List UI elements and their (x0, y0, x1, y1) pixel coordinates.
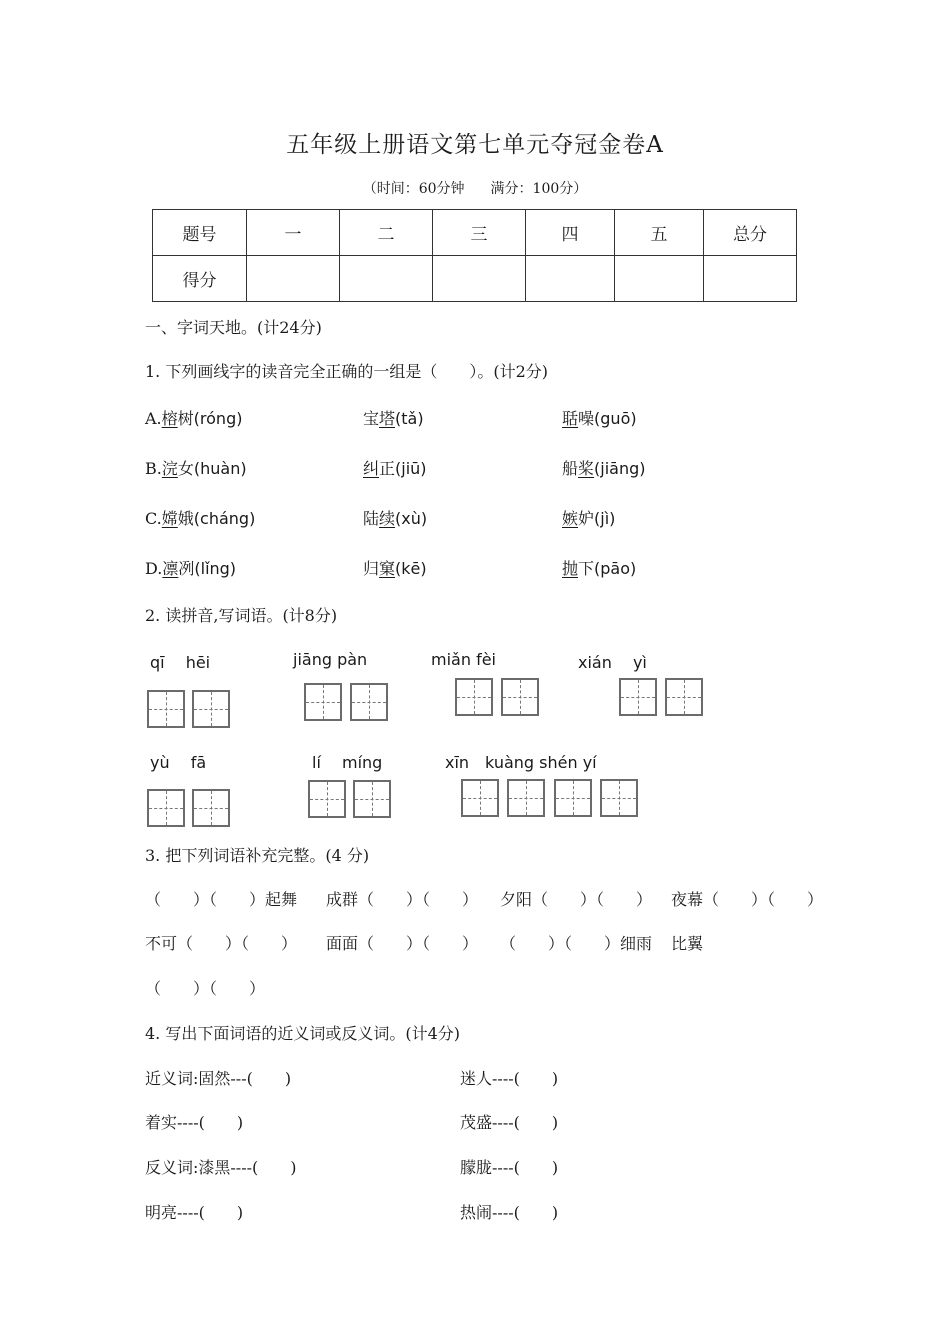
score-header-cell: 一 (247, 210, 340, 256)
score-header-cell: 三 (433, 210, 526, 256)
fill-item[interactable]: 夕阳（ ）（ ） (500, 890, 653, 909)
pinyin-label: xián yì (578, 653, 647, 672)
exam-info (0, 178, 950, 198)
underlined-char: 塔 (379, 409, 396, 428)
score-header-cell: 总分 (704, 210, 797, 256)
score-cell[interactable] (247, 256, 340, 302)
score-header-cell: 四 (526, 210, 615, 256)
underlined-char: 凛 (162, 559, 179, 578)
word-pair-item[interactable]: 近义词:固然---( ) (145, 1069, 292, 1088)
option-pinyin: 妒(jì) (578, 509, 616, 528)
q1-option-item (562, 556, 636, 579)
underlined-char: 窠 (379, 559, 396, 578)
q2-stem: 2. 读拼音,写词语。(计8分) (145, 606, 338, 625)
writing-grid[interactable] (350, 683, 388, 721)
writing-grid[interactable] (304, 683, 342, 721)
writing-grid[interactable] (353, 780, 391, 818)
option-pinyin: 噪(guō) (578, 409, 637, 428)
underlined-char: 嫉 (562, 509, 579, 528)
word-pair-item[interactable]: 热闹----( ) (460, 1203, 559, 1222)
section-1-title: 一、字词天地。(计24分) (145, 318, 322, 337)
option-pinyin: 下(pāo) (578, 559, 637, 578)
score-cell[interactable] (433, 256, 526, 302)
underlined-char: 纠 (363, 459, 380, 478)
word-pair-item[interactable]: 着实----( ) (145, 1113, 244, 1132)
writing-grid[interactable] (192, 789, 230, 827)
underlined-char: 嫦 (161, 509, 178, 528)
option-pinyin: (tǎ) (395, 409, 424, 428)
q1-option-item (363, 456, 427, 479)
writing-grid[interactable] (554, 779, 592, 817)
q1-option-item (562, 406, 637, 429)
fill-item[interactable]: （ ）（ ） (145, 979, 266, 998)
score-header-cell: 题号 (153, 210, 247, 256)
score-cell[interactable] (340, 256, 433, 302)
score-row-label: 得分 (153, 256, 247, 302)
q1-option-item (363, 556, 427, 579)
writing-grid[interactable] (507, 779, 545, 817)
word-pair-item[interactable]: 朦胧----( ) (460, 1158, 559, 1177)
writing-grid[interactable] (147, 789, 185, 827)
q3-stem: 3. 把下列词语补充完整。(4 分) (145, 846, 370, 865)
fill-item[interactable]: 面面（ ）（ ） (326, 934, 479, 953)
fill-item[interactable]: （ ）（ ）起舞 (145, 890, 298, 909)
score-table-header-row (153, 210, 797, 256)
underlined-char: 聒 (562, 409, 579, 428)
option-pinyin: 娥(cháng) (177, 509, 256, 528)
score-cell[interactable] (615, 256, 704, 302)
exam-full-score: 满分：100分） (490, 181, 588, 197)
writing-grid[interactable] (147, 690, 185, 728)
q1-option-item (562, 506, 615, 529)
q4-stem: 4. 写出下面词语的近义词或反义词。(计4分) (145, 1024, 461, 1043)
q1-option-label[interactable]: C. (145, 509, 162, 528)
word-pair-item[interactable]: 迷人----( ) (460, 1069, 559, 1088)
fill-item[interactable]: 夜幕（ ）（ ） (671, 890, 824, 909)
q1-option-label[interactable]: B. (145, 459, 162, 478)
q1-option-item (363, 506, 427, 529)
pinyin-label: jiāng pàn (293, 650, 368, 669)
word-pair-item[interactable]: 茂盛----( ) (460, 1113, 559, 1132)
fill-item[interactable]: 成群（ ）（ ） (326, 890, 479, 909)
option-text: 归 (363, 559, 380, 578)
option-text: 陆 (363, 509, 380, 528)
fill-item[interactable]: 比翼 (671, 934, 704, 953)
fill-item[interactable]: 不可（ ）（ ） (145, 934, 298, 953)
q1-option-item[interactable] (145, 556, 236, 579)
pinyin-label: miǎn fèi (431, 650, 496, 669)
score-header-cell: 二 (340, 210, 433, 256)
writing-grid[interactable] (600, 779, 638, 817)
underlined-char: 浣 (161, 459, 178, 478)
score-table (152, 209, 797, 302)
score-table-score-row (153, 256, 797, 302)
writing-grid[interactable] (501, 678, 539, 716)
score-cell[interactable] (526, 256, 615, 302)
page-title: 五年级上册语文第七单元夺冠金卷A (286, 132, 664, 158)
writing-grid[interactable] (192, 690, 230, 728)
score-header-cell: 五 (615, 210, 704, 256)
underlined-char: 榕 (161, 409, 178, 428)
option-pinyin: 正(jiū) (379, 459, 427, 478)
underlined-char: 桨 (578, 459, 595, 478)
underlined-char: 抛 (562, 559, 579, 578)
writing-grid[interactable] (461, 779, 499, 817)
word-pair-item[interactable]: 明亮----( ) (145, 1203, 244, 1222)
q1-option-item[interactable] (145, 456, 247, 479)
pinyin-label: lí míng (312, 753, 383, 772)
option-pinyin: 树(róng) (177, 409, 243, 428)
fill-item[interactable]: （ ）（ ）细雨 (500, 934, 653, 953)
pinyin-label: xīn kuàng shén yí (445, 753, 597, 772)
q1-stem: 1. 下列画线字的读音完全正确的一组是（ ）。(计2分) (145, 362, 549, 381)
score-cell[interactable] (704, 256, 797, 302)
underlined-char: 续 (379, 509, 396, 528)
writing-grid[interactable] (665, 678, 703, 716)
option-pinyin: (xù) (395, 509, 428, 528)
writing-grid[interactable] (308, 780, 346, 818)
q1-option-item (562, 456, 646, 479)
option-pinyin: (kē) (395, 559, 427, 578)
option-text: 宝 (363, 409, 380, 428)
pinyin-label: qī hēi (150, 653, 211, 672)
writing-grid[interactable] (455, 678, 493, 716)
option-pinyin: 冽(lǐng) (178, 559, 237, 578)
q1-option-label[interactable]: A. (145, 409, 162, 428)
q1-option-item[interactable] (145, 506, 255, 529)
word-pair-item[interactable]: 反义词:漆黑----( ) (145, 1158, 297, 1177)
option-text: 船 (562, 459, 579, 478)
q1-option-label[interactable]: D. (145, 559, 163, 578)
q1-option-item (363, 406, 424, 429)
option-pinyin: 女(huàn) (177, 459, 247, 478)
q1-option-item[interactable] (145, 406, 242, 429)
writing-grid[interactable] (619, 678, 657, 716)
pinyin-label: yù fā (150, 753, 207, 772)
option-pinyin: (jiāng) (594, 459, 646, 478)
exam-time: （时间：60分钟 (362, 181, 465, 197)
